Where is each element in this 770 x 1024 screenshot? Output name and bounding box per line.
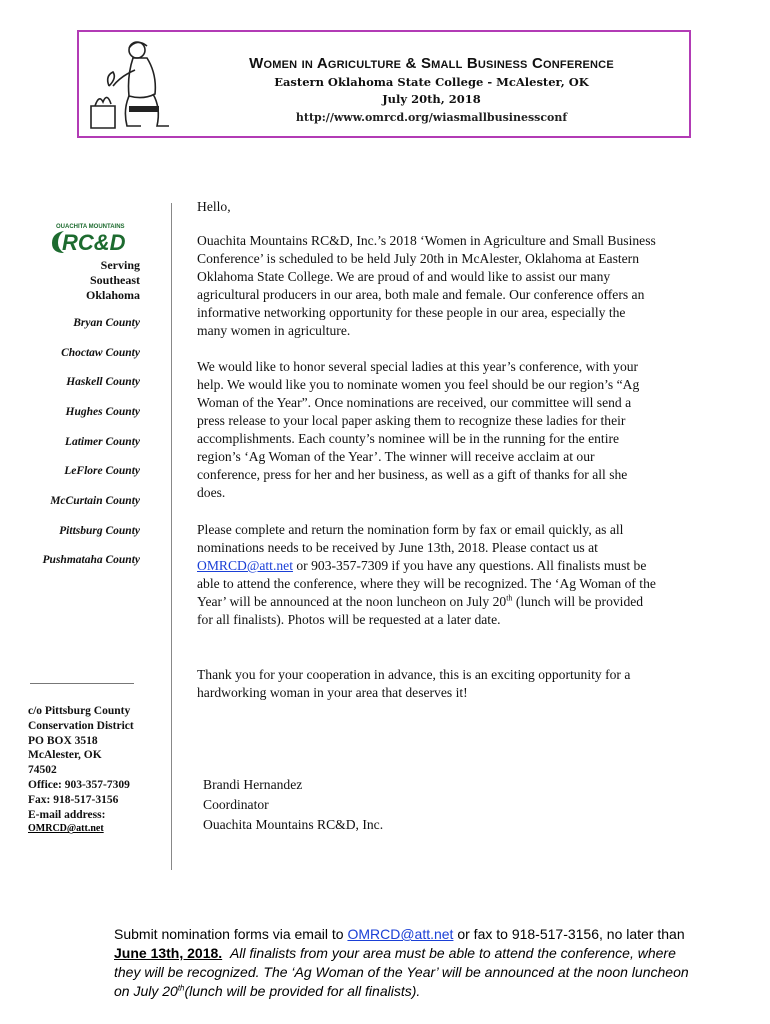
logo-main-text: RC&D <box>62 230 126 254</box>
serving-line: Oklahoma <box>85 288 140 302</box>
sidebar-email-link[interactable]: OMRCD@att.net <box>28 823 104 835</box>
paragraph-3-text <box>197 521 657 629</box>
footer-part-c: All finalists from your area must be able to attend the conference, where they will be recognized. The ‘Ag Woman of the Year’ will be announced at the noon luncheon on July 20 <box>114 945 689 999</box>
paragraph-2 <box>197 358 657 502</box>
county-item: Hughes County <box>65 406 140 418</box>
paragraph-2-text: We would like to honor several special ladies at this year’s conference, with your help. We would like you to nominate women you feel should be our region’s “Ag Woman of the Year”. Once nominations are received, our committee will send a press release to your local paper asking them to recognize these ladies for their accomplishments. Each county’s nominee will be in the running for the entire region’s ‘Ag Woman of the Year’. The winner will receive acclaim at our conference, press for her and her business, as well as a gift of thanks for all she does. <box>197 359 640 500</box>
rcd-logo <box>50 222 142 254</box>
email-label: E-mail address: <box>28 808 106 821</box>
county-item: Latimer County <box>64 436 140 448</box>
paragraph-1 <box>197 232 657 340</box>
county-item: McCurtain County <box>50 495 140 507</box>
office-phone: Office: 903-357-7309 <box>28 778 130 791</box>
signer-name: Brandi Hernandez <box>203 777 303 792</box>
signer-title: Coordinator <box>203 797 269 812</box>
greeting <box>197 198 657 216</box>
serving-region <box>20 258 140 303</box>
gardener-illustration-icon <box>85 36 175 134</box>
paragraph-3 <box>197 521 657 629</box>
banner-text-block <box>179 32 684 124</box>
county-item: Haskell County <box>66 376 140 388</box>
county-item: Bryan County <box>73 317 140 329</box>
footer-part-b: or fax to 918-517-3156, no later than <box>457 926 685 942</box>
paragraph-4-text: Thank you for your cooperation in advance, this is an exciting opportunity for a hardworking woman in your area that deserves it! <box>197 667 631 700</box>
conference-venue: Eastern Oklahoma State College - McAlester, OK <box>274 75 589 89</box>
conference-banner <box>77 30 691 138</box>
county-item: Pushmataha County <box>42 554 140 566</box>
p3-superscript: th <box>506 593 513 603</box>
p3-part-a: Please complete and return the nomination form by fax or email quickly, as all nominations needs to be received by June 13th, 2018. Please contact us at <box>197 522 624 555</box>
paragraph-1-text: Ouachita Mountains RC&D, Inc.’s 2018 ‘Women in Agriculture and Small Business Conference’ is scheduled to be held July 20th in McAlester, Oklahoma at Eastern Oklahoma State College. We are proud of and would like to assist our many agricultural producers in our area, both male and female. Our conference offers an informative networking opportunity for these people in our area, especially the many women in agriculture. <box>197 233 656 338</box>
address-line: PO BOX 3518 <box>28 734 98 747</box>
footer-deadline: June 13th, 2018. <box>114 945 223 961</box>
vertical-divider <box>171 203 172 870</box>
footer-superscript: th <box>177 983 185 993</box>
submission-footer <box>114 925 694 1001</box>
address-line: c/o Pittsburg County <box>28 705 131 717</box>
address-line: Conservation District <box>28 719 134 732</box>
signature-block <box>203 775 383 835</box>
county-item: Pittsburg County <box>59 525 140 537</box>
footer-part-d: (lunch will be provided for all finalists). <box>184 983 421 999</box>
greeting-text: Hello, <box>197 199 231 214</box>
p3-part-b: or 903-357-7309 if you have any questions. All finalists must be able to attend the conference, where they will be recognized. The ‘Ag Woman of the Year’ will be announced at the noon luncheon on July 20 <box>197 558 656 609</box>
fax-number: Fax: 918-517-3156 <box>28 793 119 806</box>
contact-address <box>28 704 168 837</box>
serving-line: Serving <box>100 258 140 272</box>
footer-part-a: Submit nomination forms via email to <box>114 926 344 942</box>
footer-email-link[interactable]: OMRCD@att.net <box>347 926 454 942</box>
conference-url[interactable]: http://www.omrcd.org/wiasmallbusinessconf <box>295 111 568 124</box>
conference-date: July 20th, 2018 <box>382 92 481 106</box>
sidebar-divider <box>30 683 134 684</box>
address-line: McAlester, OK <box>28 749 102 762</box>
county-item: LeFlore County <box>64 465 140 477</box>
serving-line: Southeast <box>89 273 140 287</box>
conference-title: Women in Agriculture & Small Business Conference <box>249 55 614 72</box>
county-item: Choctaw County <box>61 347 140 359</box>
address-line: 74502 <box>28 764 57 777</box>
signer-organization: Ouachita Mountains RC&D, Inc. <box>203 817 384 832</box>
letter-email-link[interactable]: OMRCD@att.net <box>197 558 293 573</box>
paragraph-4 <box>197 666 657 702</box>
p3-part-c: (lunch will be provided for all finalists). Photos will be requested at a later date. <box>197 594 644 627</box>
logo-top-text: OUACHITA MOUNTAINS <box>56 224 125 230</box>
